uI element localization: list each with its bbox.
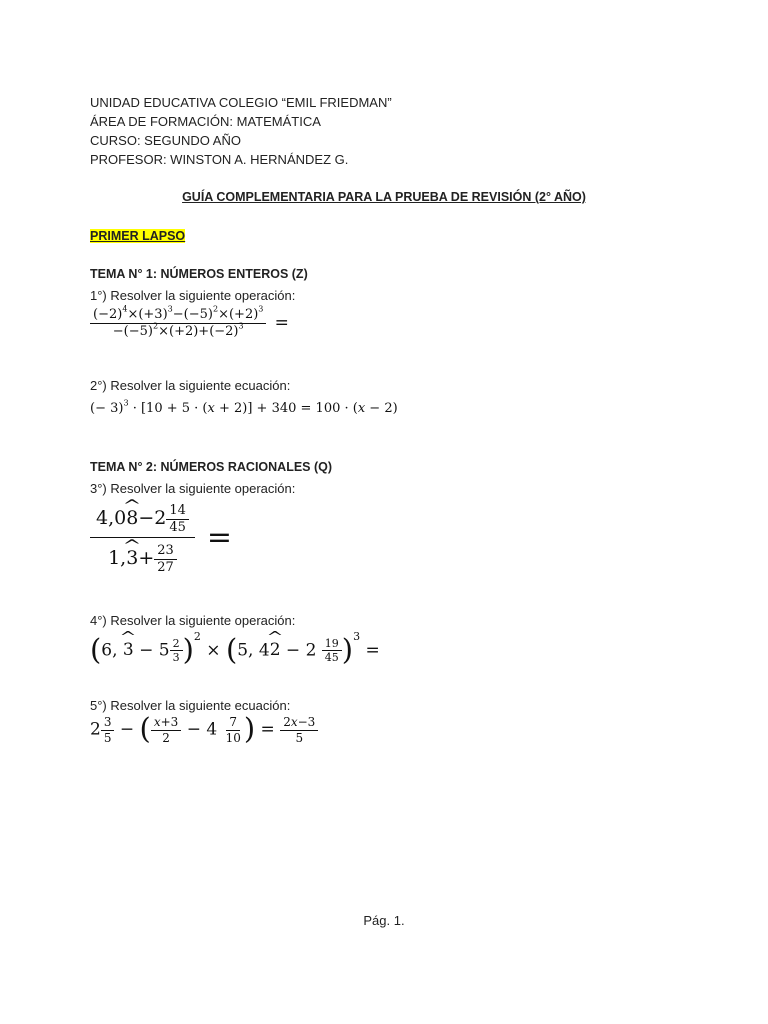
math-expression-3: 4,0^ 8−2 $\frac{14}{45}$ 1,^ 3+ $\frac{23}{27}$ = — [90, 500, 232, 575]
math-expression-5: 2 $\frac{3}{5}$ − ( $\frac{x+3}{2}$ − 4 $\frac{7}{10}$ ) = $\frac{2x-3}{5}$ — [90, 716, 318, 744]
lapse-heading — [90, 229, 185, 243]
course-line: CURSO: SEGUNDO AÑO — [90, 133, 241, 148]
question-5-prompt: 5°) Resolver la siguiente ecuación: — [90, 698, 291, 713]
question-3-prompt: 3°) Resolver la siguiente operación: — [90, 481, 296, 496]
topic1-title: TEMA N° 1: NÚMEROS ENTEROS (Z) — [90, 267, 308, 281]
math-expression-1: $\frac{(-2)^4\times(+3)^3-(-5)^2\times(+2)^3}{-(-5)^2\times(+2)+(-2)^3}$ = — [90, 308, 289, 338]
teacher-line: PROFESOR: WINSTON A. HERNÁNDEZ G. — [90, 152, 349, 167]
lapse-highlight: PRIMER LAPSO — [90, 229, 186, 243]
math-expression-2: (− 3)$^3$ · [10 + 5 · (x + 2)] + 340 = 100 · (x − 2) — [90, 398, 398, 416]
topic2-title: TEMA N° 2: NÚMEROS RACIONALES (Q) — [90, 460, 333, 474]
math-expression-4: (6, ^ 3 − 5 $\frac{2}{3}$ )$^2$ × (5, 4^ 2 − 2 $\frac{19}{45}$ )$^3$ = — [90, 637, 380, 664]
question-2-prompt: 2°) Resolver la siguiente ecuación: — [90, 378, 291, 393]
guide-title: GUÍA COMPLEMENTARIA PARA LA PRUEBA DE REVISIÓN (2° AÑO) — [182, 190, 586, 204]
page-number: Pág. 1. — [363, 913, 405, 928]
question-1-prompt: 1°) Resolver la siguiente operación: — [90, 288, 296, 303]
area-line: ÁREA DE FORMACIÓN: MATEMÁTICA — [90, 114, 321, 129]
school-name: UNIDAD EDUCATIVA COLEGIO “EMIL FRIEDMAN” — [90, 95, 392, 110]
math-fraction: $\frac{(-2)^4\times(+3)^3-(-5)^2\times(+2)^3}{-(-5)^2\times(+2)+(-2)^3}$ — [90, 308, 266, 338]
question-4-prompt: 4°) Resolver la siguiente operación: — [90, 613, 296, 628]
math-fraction: 4,0^ 8−2 $\frac{14}{45}$ 1,^ 3+ $\frac{23}{27}$ — [90, 500, 195, 575]
